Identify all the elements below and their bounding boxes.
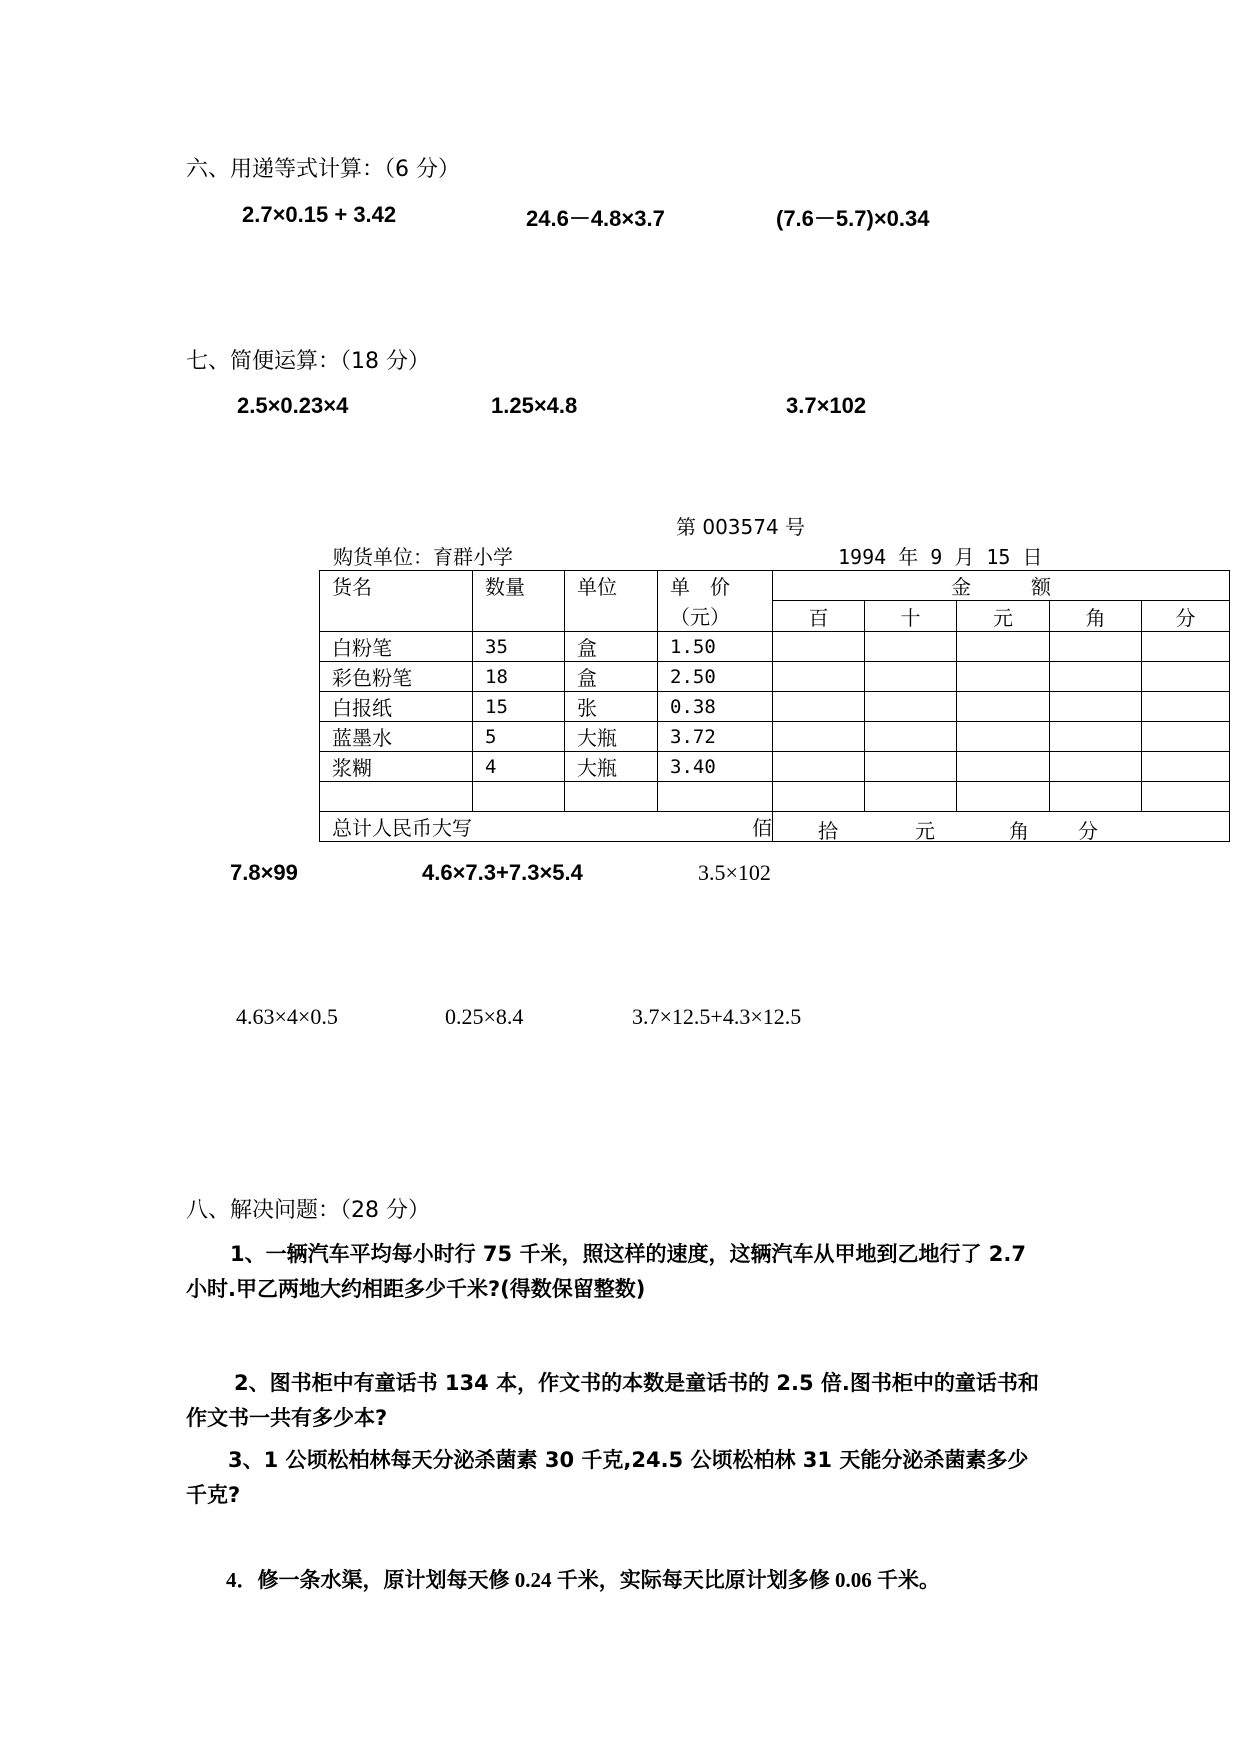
table-row xyxy=(320,722,1230,752)
amount-cell[interactable] xyxy=(1050,632,1142,662)
total-units-cell[interactable] xyxy=(773,812,1230,842)
expression: 24.6－4.8×3.7 xyxy=(526,206,665,231)
question-3: 3、1 公顷松柏林每天分泌杀菌素 30 千克,24.5 公顷松柏林 31 天能分泌杀菌素多少千克? xyxy=(186,1448,1029,1507)
question-2: 2、图书柜中有童话书 134 本，作文书的本数是童话书的 2.5 倍.图书柜中的童话书和作文书一共有多少本? xyxy=(186,1371,1039,1430)
empty-cell[interactable] xyxy=(320,782,473,812)
expression: 4.6×7.3+7.3×5.4 xyxy=(422,860,583,885)
header-amount-col: 十 xyxy=(865,601,957,632)
item-name: 浆糊 xyxy=(320,752,473,782)
amount-cell[interactable] xyxy=(773,722,865,752)
table-row xyxy=(320,752,1230,782)
table-row-total xyxy=(320,812,1230,842)
total-label: 总计人民币大写 xyxy=(332,816,472,840)
section7-heading: 七、简便运算：（18 分） xyxy=(186,349,430,374)
amount-cell[interactable] xyxy=(957,692,1050,722)
total-label-cell xyxy=(320,812,773,842)
item-quantity: 4 xyxy=(473,752,565,782)
amount-cell[interactable] xyxy=(957,752,1050,782)
item-name: 白粉笔 xyxy=(320,632,473,662)
table-row xyxy=(320,692,1230,722)
amount-cell[interactable] xyxy=(1050,722,1142,752)
expression: 3.7×102 xyxy=(786,393,867,418)
item-unit: 张 xyxy=(565,692,658,722)
question-4: 4．修一条水渠，原计划每天修 0.24 千米，实际每天比原计划多修 0.06 千米。 xyxy=(226,1568,940,1592)
amount-cell[interactable] xyxy=(1050,752,1142,782)
amount-cell[interactable] xyxy=(1050,782,1142,812)
amount-cell[interactable] xyxy=(1050,662,1142,692)
amount-cell[interactable] xyxy=(1142,692,1230,722)
item-quantity: 18 xyxy=(473,662,565,692)
header-amount-col: 分 xyxy=(1142,601,1230,632)
header-amount-col: 百 xyxy=(773,601,865,632)
item-quantity: 15 xyxy=(473,692,565,722)
section8-heading: 八、解决问题：（28 分） xyxy=(186,1198,430,1223)
header-name: 货名 xyxy=(320,571,473,632)
item-price: 0.38 xyxy=(658,692,773,722)
amount-cell[interactable] xyxy=(957,722,1050,752)
amount-cell[interactable] xyxy=(1142,782,1230,812)
question-1: 1、一辆汽车平均每小时行 75 千米，照这样的速度，这辆汽车从甲地到乙地行了 2.7 小时.甲乙两地大约相距多少千米?(得数保留整数) xyxy=(186,1242,1026,1301)
total-unit: 角 xyxy=(1009,819,1029,843)
amount-cell[interactable] xyxy=(957,782,1050,812)
amount-cell[interactable] xyxy=(865,662,957,692)
amount-cell[interactable] xyxy=(773,692,865,722)
expression: 3.7×12.5+4.3×12.5 xyxy=(632,1004,802,1029)
amount-cell[interactable] xyxy=(865,692,957,722)
expression: 7.8×99 xyxy=(230,860,298,885)
table-row xyxy=(320,662,1230,692)
amount-cell[interactable] xyxy=(865,632,957,662)
empty-cell[interactable] xyxy=(565,782,658,812)
item-unit: 盒 xyxy=(565,632,658,662)
amount-cell[interactable] xyxy=(865,722,957,752)
item-name: 彩色粉笔 xyxy=(320,662,473,692)
total-unit: 拾 xyxy=(818,819,838,843)
receipt-number: 第 003574 号 xyxy=(676,515,806,539)
amount-cell[interactable] xyxy=(1142,632,1230,662)
item-name: 蓝墨水 xyxy=(320,722,473,752)
amount-cell[interactable] xyxy=(957,632,1050,662)
item-quantity: 35 xyxy=(473,632,565,662)
receipt-buyer: 购货单位：育群小学 xyxy=(333,545,513,569)
item-price: 2.50 xyxy=(658,662,773,692)
amount-cell[interactable] xyxy=(1050,692,1142,722)
total-unit: 元 xyxy=(915,819,935,843)
amount-cell[interactable] xyxy=(1142,722,1230,752)
total-unit: 佰 xyxy=(752,816,772,840)
amount-cell[interactable] xyxy=(773,782,865,812)
item-price: 3.72 xyxy=(658,722,773,752)
amount-cell[interactable] xyxy=(865,752,957,782)
item-unit: 盒 xyxy=(565,662,658,692)
amount-cell[interactable] xyxy=(957,662,1050,692)
expression: (7.6－5.7)×0.34 xyxy=(776,206,930,231)
expression: 1.25×4.8 xyxy=(491,393,578,418)
expression: 0.25×8.4 xyxy=(445,1004,524,1029)
item-unit: 大瓶 xyxy=(565,752,658,782)
expression: 2.5×0.23×4 xyxy=(237,393,349,418)
header-amount-col: 元 xyxy=(957,601,1050,632)
expression: 4.63×4×0.5 xyxy=(236,1004,338,1029)
amount-cell[interactable] xyxy=(773,752,865,782)
amount-cell[interactable] xyxy=(773,632,865,662)
receipt-table xyxy=(319,570,1230,842)
item-quantity: 5 xyxy=(473,722,565,752)
item-name: 白报纸 xyxy=(320,692,473,722)
section6-heading: 六、用递等式计算：（6 分） xyxy=(186,157,460,182)
expression: 2.7×0.15 + 3.42 xyxy=(242,202,397,227)
header-price-unit: （元） xyxy=(658,601,773,632)
expression: 3.5×102 xyxy=(698,860,771,885)
receipt-date: 1994 年 9 月 15 日 xyxy=(838,545,1043,569)
table-row xyxy=(320,632,1230,662)
item-price: 1.50 xyxy=(658,632,773,662)
total-unit: 分 xyxy=(1078,819,1098,843)
amount-cell[interactable] xyxy=(865,782,957,812)
amount-cell[interactable] xyxy=(1142,752,1230,782)
table-row-empty xyxy=(320,782,1230,812)
item-price: 3.40 xyxy=(658,752,773,782)
header-amount: 金 额 xyxy=(773,571,1230,601)
header-amount-col: 角 xyxy=(1050,601,1142,632)
empty-cell[interactable] xyxy=(658,782,773,812)
header-unit: 单位 xyxy=(565,571,658,632)
amount-cell[interactable] xyxy=(1142,662,1230,692)
header-quantity: 数量 xyxy=(473,571,565,632)
header-price: 单 价 xyxy=(658,571,773,601)
empty-cell[interactable] xyxy=(473,782,565,812)
amount-cell[interactable] xyxy=(773,662,865,692)
item-unit: 大瓶 xyxy=(565,722,658,752)
